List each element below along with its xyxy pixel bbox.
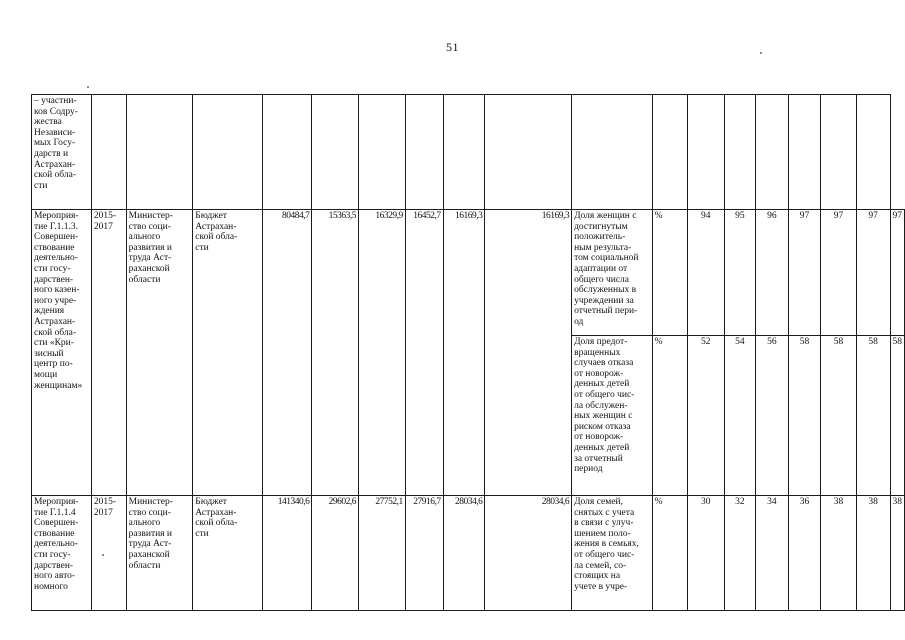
indicator-value-cell: 97 <box>821 210 857 336</box>
indicator-value-cell: 97 <box>788 210 821 336</box>
unit-cell: % <box>652 496 687 611</box>
indicator-value-cell: 58 <box>788 336 821 496</box>
amount-cell: 16169,3 <box>485 210 572 496</box>
executor-cell: Министер- ство соци- ального развития и труда Аст- раханской области <box>126 496 193 611</box>
period-cell: 2015- 2017 <box>91 496 126 611</box>
empty-cell <box>788 95 821 210</box>
period-cell: 2015- 2017 <box>91 210 126 496</box>
empty-cell <box>405 95 443 210</box>
indicator-value-cell: 54 <box>724 336 756 496</box>
table-row <box>32 95 905 210</box>
indicator-value-cell: 52 <box>688 336 724 496</box>
amount-cell: 27916,7 <box>405 496 443 611</box>
funding-source-cell: Бюджет Астрахан- ской обла- сти <box>193 210 262 496</box>
indicator-value-cell: 96 <box>756 210 789 336</box>
amount-cell: 27752,1 <box>359 496 406 611</box>
amount-cell: 29602,6 <box>312 496 359 611</box>
indicator-value-cell: 38 <box>821 496 857 611</box>
table-row <box>32 496 905 611</box>
indicator-value-cell: 58 <box>856 336 890 496</box>
empty-cell <box>193 95 262 210</box>
empty-cell <box>572 95 653 210</box>
indicator-value-cell: 32 <box>724 496 756 611</box>
unit-cell: % <box>652 336 687 496</box>
unit-cell: % <box>652 210 687 336</box>
empty-cell <box>821 95 857 210</box>
empty-cell <box>724 95 756 210</box>
amount-cell: 16169,3 <box>443 210 485 496</box>
amount-total-cell: 80484,7 <box>262 210 312 496</box>
empty-cell <box>443 95 485 210</box>
page-number: 51 <box>446 40 459 54</box>
amount-cell: 16452,7 <box>405 210 443 496</box>
empty-cell <box>126 95 193 210</box>
indicator-value-cell: 56 <box>756 336 789 496</box>
indicator-value-cell: 58 <box>890 336 905 496</box>
indicator-value-cell: 95 <box>724 210 756 336</box>
indicator-cell: Доля женщин с достигнутым положитель- ным результа- том социальной адаптации от общего числа обслуженных в учреждении за отчетный пери- од <box>572 210 653 336</box>
program-measures-table <box>31 94 905 611</box>
amount-cell: 28034,6 <box>485 496 572 611</box>
executor-cell: Министер- ство соци- ального развития и труда Аст- раханской области <box>126 210 193 496</box>
funding-source-cell: Бюджет Астрахан- ской обла- сти <box>193 496 262 611</box>
table-row <box>32 210 905 336</box>
empty-cell <box>91 95 126 210</box>
amount-cell: 28034,6 <box>443 496 485 611</box>
empty-cell <box>652 95 687 210</box>
indicator-value-cell: 30 <box>688 496 724 611</box>
scan-speck <box>760 52 762 54</box>
empty-cell <box>359 95 406 210</box>
empty-cell <box>856 95 890 210</box>
measure-name-cell: – участни- ков Содру- жества Независи- мых Госу- дарств и Астрахан- ской обла- сти <box>32 95 92 210</box>
indicator-value-cell: 58 <box>821 336 857 496</box>
measure-name-cell: Мероприя- тие Г.1.1.3. Совершен- ствование деятельно- сти госу- дарствен- ного казен- ного учре- ждения Астрахан- ской обла- сти «Кри- зисный центр по- мощи женщинам» <box>32 210 92 496</box>
indicator-value-cell: 34 <box>756 496 789 611</box>
indicator-cell: Доля предот- вращенных случаев отказа от новорож- денных детей от общего чис- ла обслужен- ных женщин с риском отказа от новорож- денных детей за отчетный период <box>572 336 653 496</box>
amount-cell: 15363,5 <box>312 210 359 496</box>
indicator-value-cell: 38 <box>856 496 890 611</box>
indicator-value-cell: 36 <box>788 496 821 611</box>
indicator-value-cell: 38 <box>890 496 905 611</box>
empty-cell <box>688 95 724 210</box>
empty-cell <box>312 95 359 210</box>
indicator-value-cell: 97 <box>890 210 905 336</box>
measure-name-text: Мероприя- тие Г.1.1.4 Совершен- ствование деятельно- сти госу- дарствен- ного авто- номного <box>34 497 79 592</box>
indicator-value-cell: 94 <box>688 210 724 336</box>
indicator-value-cell: 97 <box>856 210 890 336</box>
amount-cell: 16329,9 <box>359 210 406 496</box>
empty-cell <box>756 95 789 210</box>
empty-cell <box>262 95 312 210</box>
empty-cell <box>485 95 572 210</box>
indicator-cell <box>572 496 653 611</box>
amount-total-cell: 141340,6 <box>262 496 312 611</box>
indicator-text: Доля семей, снятых с учета в связи с улуч- шением поло- жения в семьях, от общего чис- ла семей, со- стоящих на учете в учре- <box>574 497 639 592</box>
measure-name-cell <box>32 496 92 611</box>
scan-speck <box>87 86 89 88</box>
